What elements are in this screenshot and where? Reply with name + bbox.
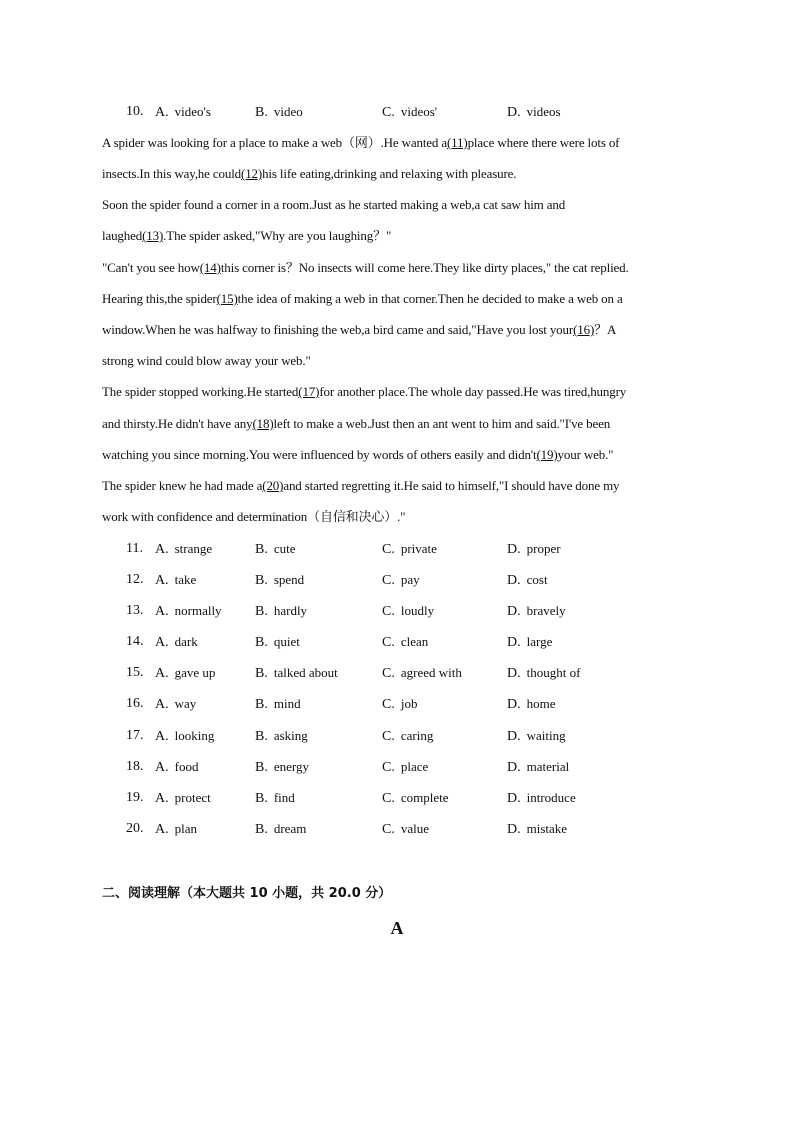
passage-line: "Can't you see how(14)this corner is？No insects will come here.They like dirty places," the cat replied. xyxy=(102,260,629,275)
question-row xyxy=(0,726,794,746)
question-number: 16. xyxy=(126,696,144,711)
option-a: A. video's xyxy=(155,104,211,120)
option-b: B. spend xyxy=(255,572,305,588)
option-c: C. value xyxy=(382,821,429,837)
blank-13: (13) xyxy=(142,228,164,243)
option-a: A. normally xyxy=(155,603,222,619)
blank-16: (16) xyxy=(573,322,595,337)
question-number: 14. xyxy=(126,634,144,649)
option-d: D. videos xyxy=(507,104,561,120)
option-a: A. way xyxy=(155,696,197,712)
blank-12: (12) xyxy=(241,166,263,181)
option-c: C. loudly xyxy=(382,603,435,619)
question-row xyxy=(0,663,794,683)
question-number: 11. xyxy=(126,541,143,556)
passage-line: work with confidence and determination（自信和决心）." xyxy=(102,509,406,524)
option-b: B. video xyxy=(255,104,303,120)
question-number: 20. xyxy=(126,821,144,836)
blank-18: (18) xyxy=(252,416,274,431)
section-heading: 二、阅读理解（本大题共 10 小题，共 20.0 分） xyxy=(102,886,392,901)
option-d: D. thought of xyxy=(507,665,581,681)
passage-line: A spider was looking for a place to make a web（网）.He wanted a(11)place where there were lots of xyxy=(102,135,620,150)
option-c: C. private xyxy=(382,541,437,557)
option-c: C. clean xyxy=(382,634,429,650)
blank-14: (14) xyxy=(199,260,221,275)
blank-15: (15) xyxy=(216,291,238,306)
passage-line: The spider stopped working.He started(17)for another place.The whole day passed.He was tired,hungry xyxy=(102,384,627,399)
option-d: D. waiting xyxy=(507,728,566,744)
option-b: B. asking xyxy=(255,728,308,744)
question-row xyxy=(0,539,794,559)
question-number: 10. xyxy=(126,104,144,119)
option-d: D. material xyxy=(507,759,570,775)
passage-line: Soon the spider found a corner in a room.Just as he started making a web,a cat saw him and xyxy=(102,197,566,212)
question-row xyxy=(0,694,794,714)
option-d: D. introduce xyxy=(507,790,576,806)
passage-line: Hearing this,the spider(15)the idea of making a web in that corner.Then he decided to make a web on a xyxy=(102,291,623,306)
passage-line: insects.In this way,he could(12)his life eating,drinking and relaxing with pleasure. xyxy=(102,166,517,181)
option-c: C. job xyxy=(382,696,418,712)
option-c: C. agreed with xyxy=(382,665,462,681)
option-a: A. gave up xyxy=(155,665,216,681)
passage-line: and thirsty.He didn't have any(18)left to make a web.Just then an ant went to him and said."I've been xyxy=(102,416,611,431)
option-a: A. looking xyxy=(155,728,215,744)
option-b: B. mind xyxy=(255,696,301,712)
option-b: B. hardly xyxy=(255,603,308,619)
blank-20: (20) xyxy=(262,478,284,493)
passage-line: The spider knew he had made a(20)and started regretting it.He said to himself,"I should have done my xyxy=(102,478,620,493)
passage-line: strong wind could blow away your web." xyxy=(102,353,311,368)
option-c: C. pay xyxy=(382,572,420,588)
part-title: A xyxy=(390,918,404,938)
option-a: A. protect xyxy=(155,790,211,806)
option-d: D. mistake xyxy=(507,821,568,837)
option-a: A. plan xyxy=(155,821,198,837)
option-d: D. large xyxy=(507,634,553,650)
option-b: B. talked about xyxy=(255,665,338,681)
option-b: B. cute xyxy=(255,541,296,557)
question-row xyxy=(0,601,794,621)
option-b: B. quiet xyxy=(255,634,300,650)
question-row xyxy=(0,632,794,652)
option-c: C. complete xyxy=(382,790,449,806)
passage-line: window.When he was halfway to finishing the web,a bird came and said,"Have you lost your(16)？A xyxy=(102,322,617,337)
question-number: 17. xyxy=(126,728,144,743)
option-c: C. place xyxy=(382,759,429,775)
option-d: D. home xyxy=(507,696,556,712)
option-b: B. find xyxy=(255,790,295,806)
option-a: A. food xyxy=(155,759,199,775)
blank-17: (17) xyxy=(298,384,320,399)
option-d: D. proper xyxy=(507,541,561,557)
question-row xyxy=(0,757,794,777)
option-c: C. videos' xyxy=(382,104,438,120)
blank-19: (19) xyxy=(536,447,558,462)
question-number: 15. xyxy=(126,665,144,680)
question-number: 12. xyxy=(126,572,144,587)
question-row xyxy=(0,570,794,590)
option-c: C. caring xyxy=(382,728,434,744)
option-a: A. strange xyxy=(155,541,213,557)
option-d: D. bravely xyxy=(507,603,566,619)
blank-11: (11) xyxy=(447,135,468,150)
question-row xyxy=(0,788,794,808)
passage-line: watching you since morning.You were influenced by words of others easily and didn't(19)your web." xyxy=(102,447,614,462)
passage-line: laughed(13).The spider asked,"Why are you laughing？" xyxy=(102,228,392,243)
option-a: A. take xyxy=(155,572,197,588)
option-b: B. energy xyxy=(255,759,309,775)
question-number: 18. xyxy=(126,759,144,774)
option-d: D. cost xyxy=(507,572,548,588)
option-b: B. dream xyxy=(255,821,307,837)
question-10 xyxy=(0,102,794,122)
question-number: 13. xyxy=(126,603,144,618)
question-number: 19. xyxy=(126,790,144,805)
option-a: A. dark xyxy=(155,634,198,650)
question-row xyxy=(0,819,794,839)
